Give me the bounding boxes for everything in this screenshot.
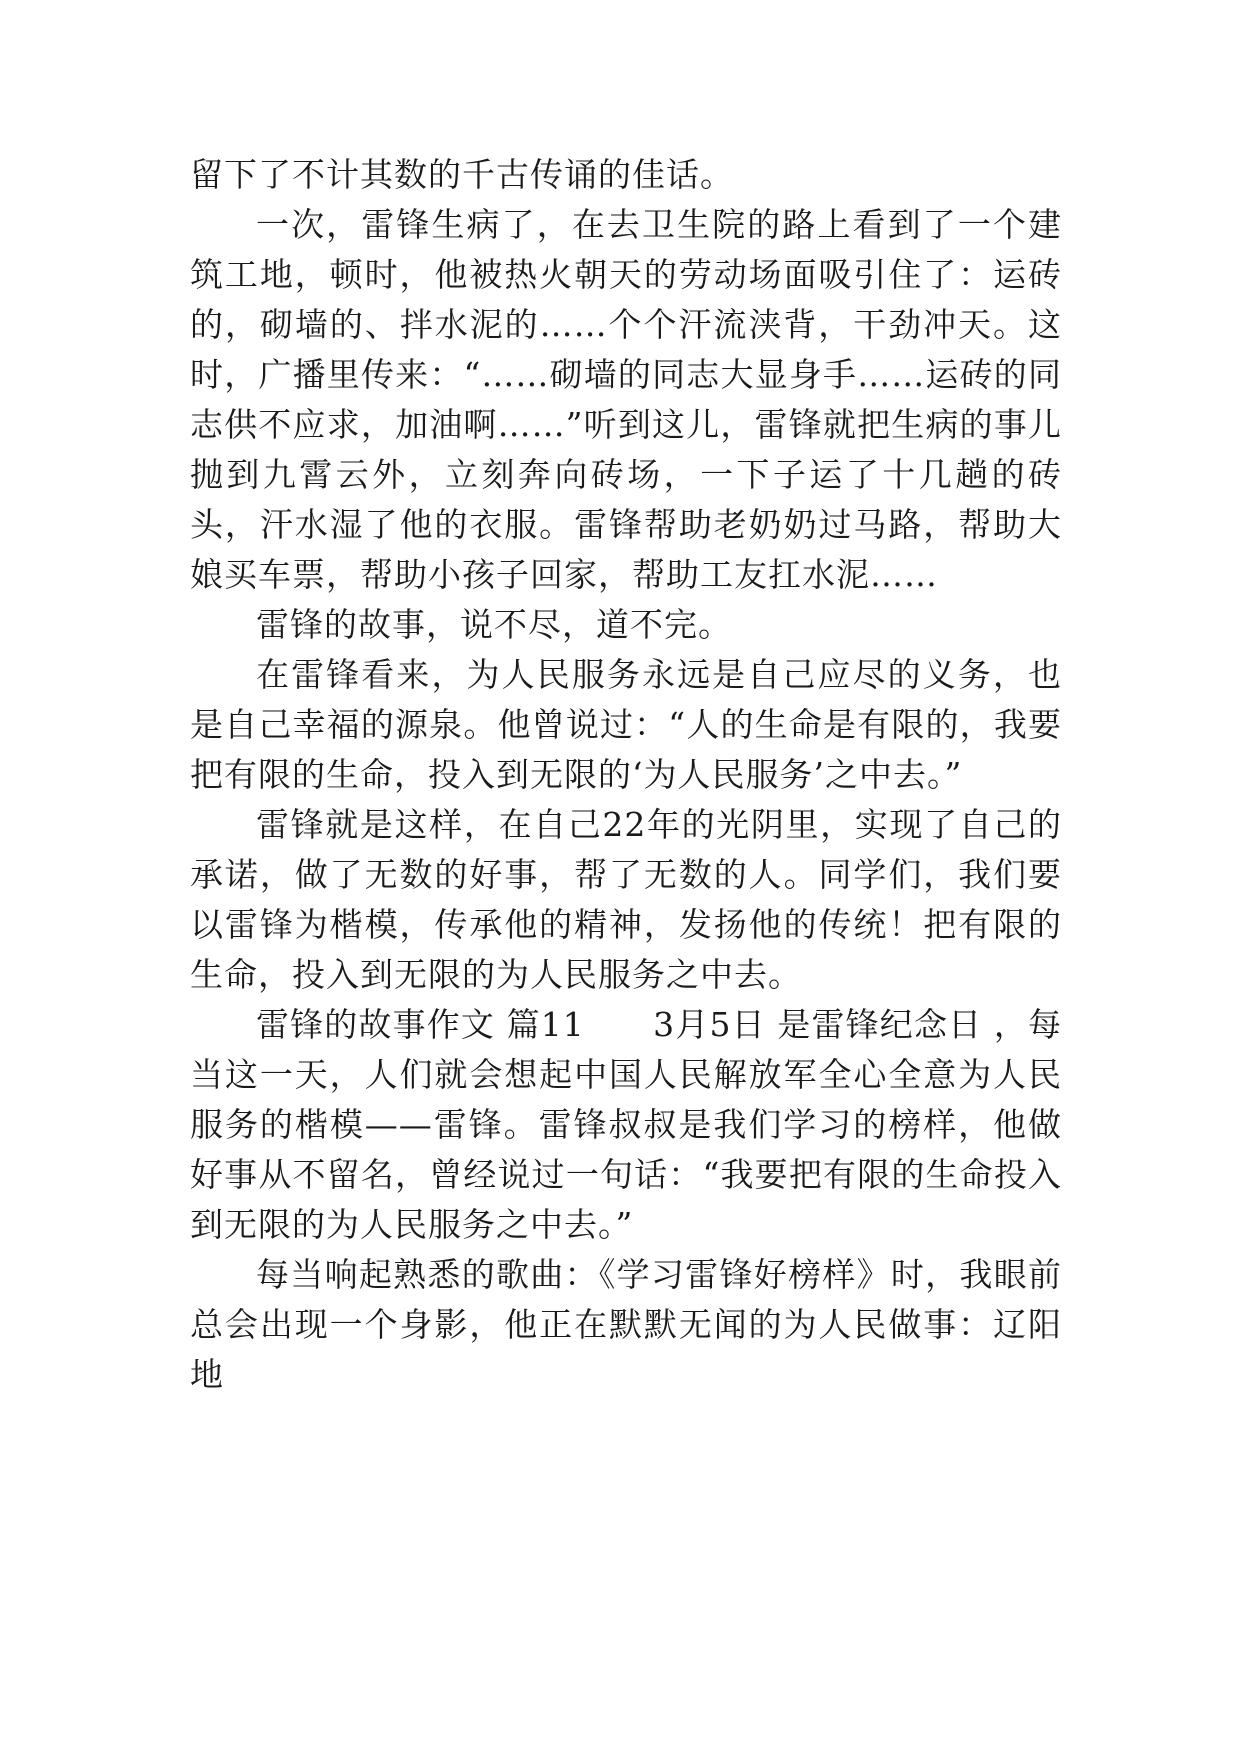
paragraph-6: 雷锋的故事作文 篇11 3月5日 是雷锋纪念日 ，每当这一天，人们就会想起中国人民解放军全心全意为人民服务的楷模——雷锋。雷锋叔叔是我们学习的榜样，他做好事从不留名，曾经说过一句话：“我要把有限的生命投入到无限的为人民服务之中去。” [190,1005,1062,1244]
paragraph-4: 在雷锋看来，为人民服务永远是自己应尽的义务，也是自己幸福的源泉。他曾说过：“人的生命是有限的，我要把有限的生命，投入到无限的‘为人民服务’之中去。” [190,655,1062,794]
paragraph-1: 留下了不计其数的千古传诵的佳话。 [190,155,734,194]
paragraph-7: 每当响起熟悉的歌曲：《学习雷锋好榜样》时，我眼前总会出现一个身影，他正在默默无闻的为人民做事：辽阳地 [190,1255,1062,1394]
paragraph-5: 雷锋就是这样，在自己22年的光阴里，实现了自己的承诺，做了无数的好事，帮了无数的人。同学们，我们要以雷锋为楷模，传承他的精神，发扬他的传统！把有限的生命，投入到无限的为人民服务之中去。 [190,805,1062,994]
document-body [190,150,1062,1400]
paragraph-3: 雷锋的故事，说不尽，道不完。 [256,605,732,644]
paragraph-2: 一次，雷锋生病了，在去卫生院的路上看到了一个建筑工地，顿时，他被热火朝天的劳动场面吸引住了：运砖的，砌墙的、拌水泥的……个个汗流浃背，干劲冲天。这时，广播里传来：“……砌墙的同志大显身手……运砖的同志供不应求，加油啊……”听到这儿，雷锋就把生病的事儿抛到九霄云外，立刻奔向砖场，一下子运了十几趟的砖头，汗水湿了他的衣服。雷锋帮助老奶奶过马路，帮助大娘买车票，帮助小孩子回家，帮助工友扛水泥…… [190,205,1062,594]
